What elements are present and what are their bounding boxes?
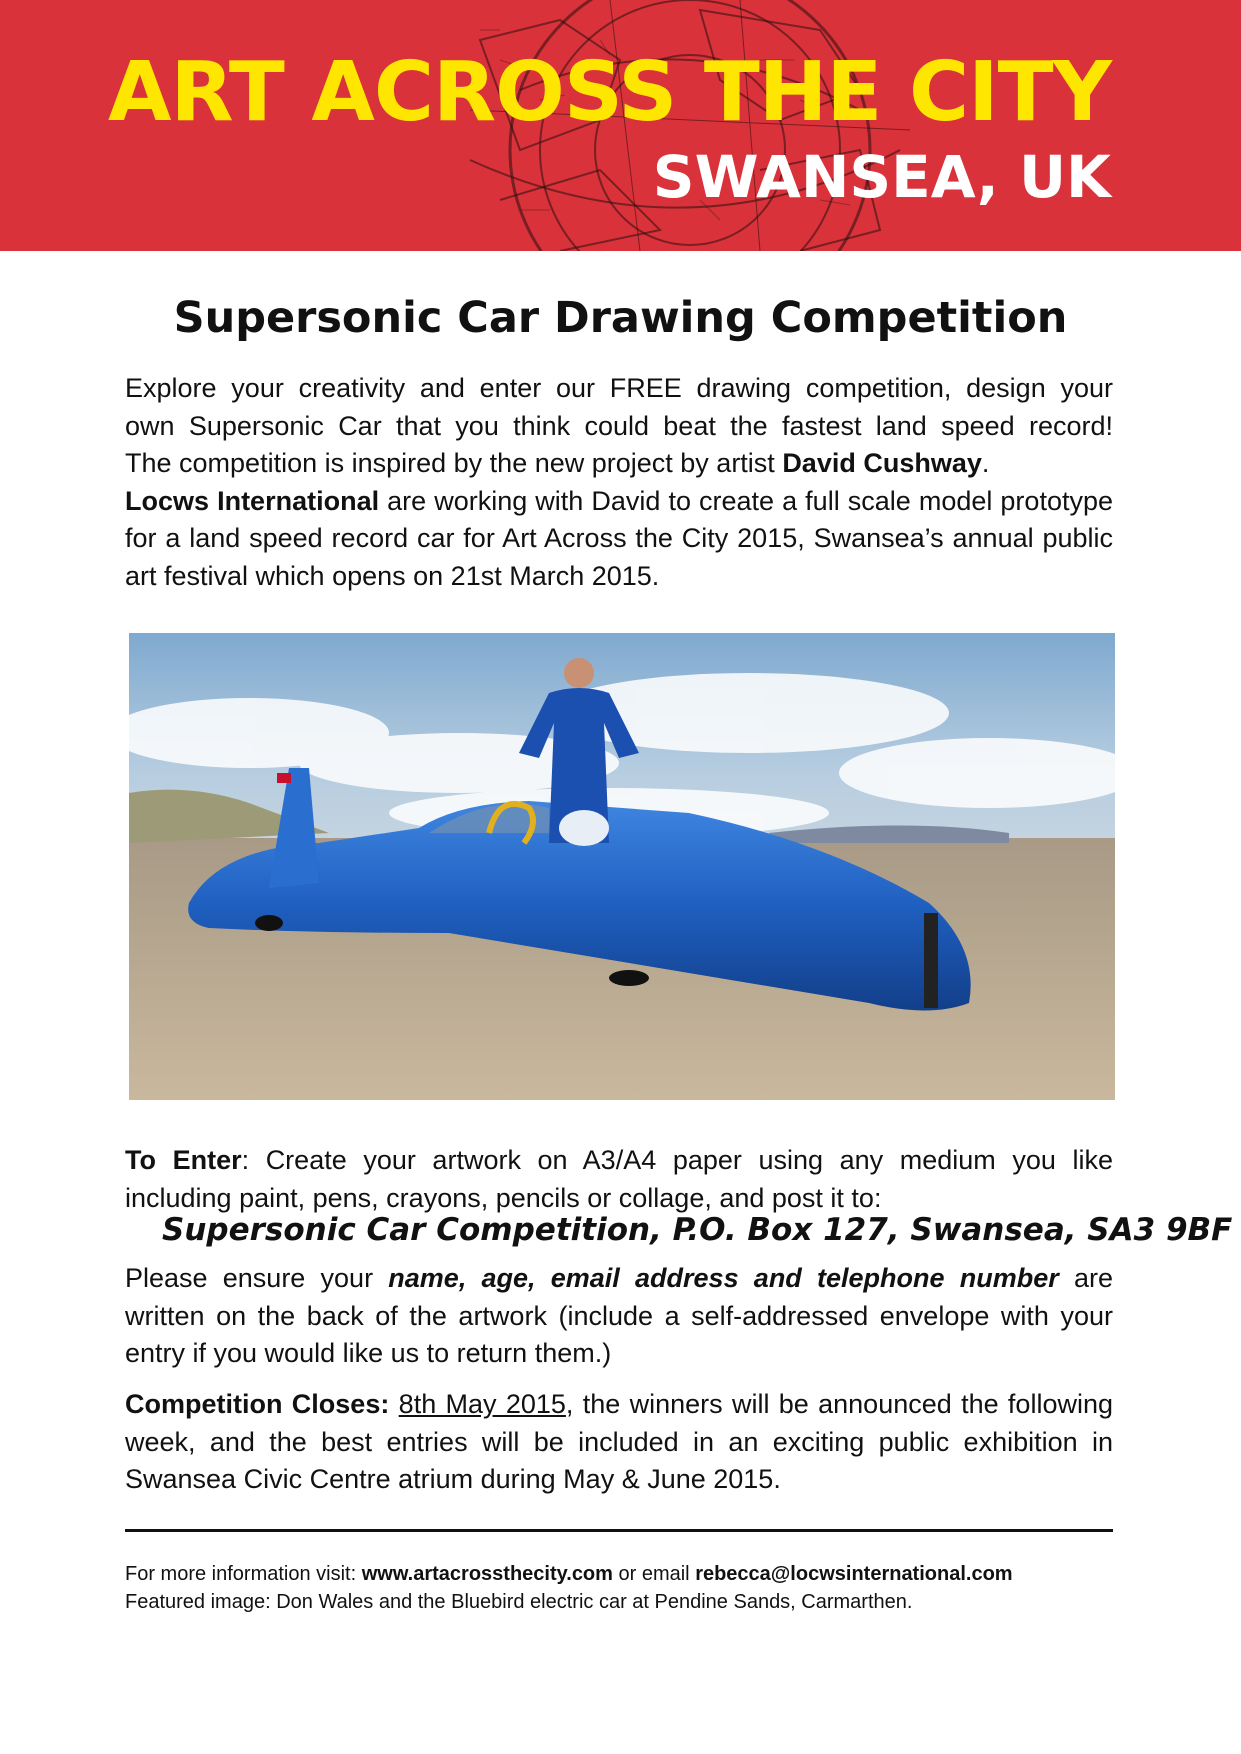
intro-line-2: own Supersonic Car that you think could beat the fastest land speed record! bbox=[125, 410, 1113, 441]
postal-address: Supersonic Car Competition, P.O. Box 127, Swansea, SA3 9BF bbox=[162, 1212, 1233, 1248]
intro-line-3: The competition is inspired by the new project by artist David Cushway. bbox=[125, 448, 990, 478]
closes-label: Competition Closes: bbox=[125, 1389, 390, 1419]
page-title: Supersonic Car Drawing Competition bbox=[173, 293, 1068, 343]
required-details: name, age, email address and telephone number bbox=[388, 1263, 1059, 1293]
intro-text bbox=[125, 370, 1113, 595]
closing-date-text: Competition Closes: 8th May 2015, the winners will be announced the following week, and the best entries will be included in an exciting public exhibition in Swansea Civic Centre atrium during May & June 2015. bbox=[125, 1389, 1113, 1494]
divider bbox=[125, 1529, 1113, 1532]
banner-title: ART ACROSS THE CITY bbox=[108, 45, 1111, 140]
organisation-name: Locws International bbox=[125, 485, 380, 516]
artist-name: David Cushway bbox=[782, 448, 982, 478]
closing-date: 8th May 2015 bbox=[398, 1389, 566, 1419]
enter-instructions: To Enter: Create your artwork on A3/A4 paper using any medium you like including paint, pens, crayons, pencils or collage, and post it to: bbox=[125, 1145, 1113, 1213]
intro-paragraph: Locws International are working with David to create a full scale model prototype for a land speed record car for Art Across the City 2015, Swansea’s annual public art festival which opens on 21st March 2015. bbox=[125, 485, 1113, 591]
website-link[interactable]: www.artacrossthecity.com bbox=[361, 1563, 613, 1585]
ensure-details-text: Please ensure your name, age, email address and telephone number are written on the back of the artwork (include a self-addressed envelope with your entry if you would like us to return them.) bbox=[125, 1263, 1113, 1368]
enter-label: To Enter bbox=[125, 1145, 242, 1175]
email-link[interactable]: rebecca@locwsinternational.com bbox=[695, 1563, 1013, 1585]
image-caption: Featured image: Don Wales and the Bluebird electric car at Pendine Sands, Carmarthen. bbox=[125, 1591, 913, 1613]
intro-line-1: Explore your creativity and enter our FREE drawing competition, design your bbox=[125, 373, 1113, 403]
banner-subtitle: SWANSEA, UK bbox=[652, 143, 1111, 211]
more-info-line: For more information visit: www.artacrossthecity.com or email rebecca@locwsinternational.com bbox=[125, 1563, 1013, 1585]
header-banner bbox=[0, 0, 1241, 251]
bluebird-car-photo bbox=[129, 633, 1115, 1100]
